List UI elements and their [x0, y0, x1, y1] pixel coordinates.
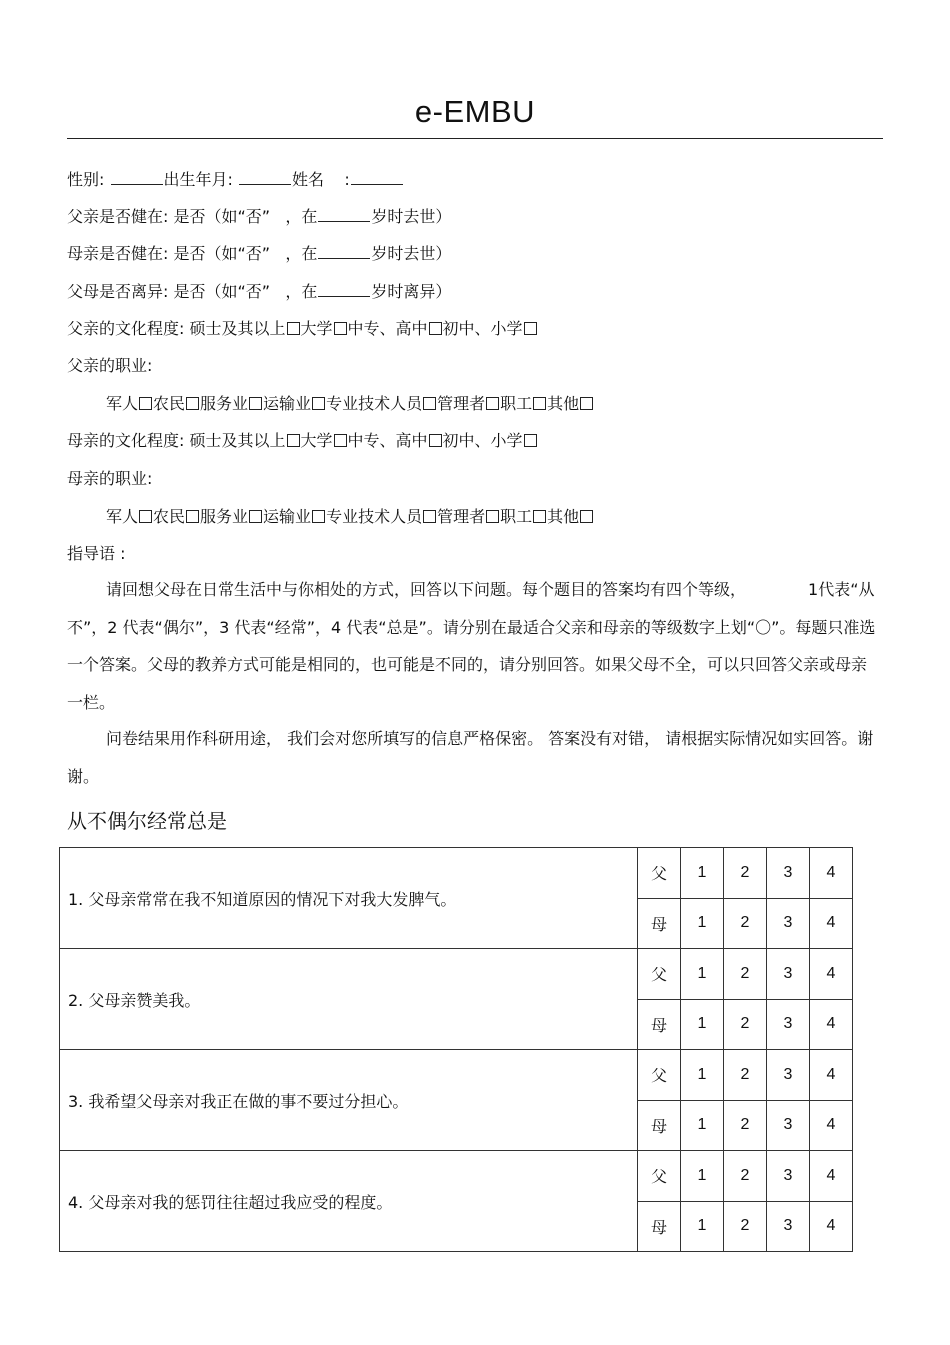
basic-info-line	[67, 169, 404, 191]
instructions-text-b: 1	[808, 580, 819, 599]
job-option: 军人	[106, 394, 139, 413]
instructions-text-a: 请回想父母在日常生活中与你相处的方式，回答以下问题。每个题目的答案均有四个等级，	[106, 580, 747, 599]
scale-option[interactable]: 3	[767, 1201, 810, 1252]
scale-option[interactable]: 3	[767, 898, 810, 949]
mother-alive-line	[67, 243, 451, 265]
job-option: 专业技术人员	[326, 394, 423, 413]
job-option: 运输业	[263, 394, 312, 413]
question-row	[60, 848, 853, 899]
scale-option[interactable]: 2	[724, 949, 767, 1000]
scale-header: 从不偶尔经常总是	[67, 809, 227, 833]
job-option: 服务业	[200, 394, 249, 413]
mother-alive-suffix: 岁时去世）	[371, 244, 452, 263]
checkbox[interactable]	[580, 397, 593, 410]
title-divider	[67, 138, 883, 139]
mother-age-blank[interactable]	[318, 244, 370, 259]
father-education-label: 父亲的文化程度:	[67, 319, 185, 338]
father-job-options	[106, 393, 594, 415]
name-colon: :	[344, 170, 350, 189]
scale-option[interactable]: 2	[724, 898, 767, 949]
checkbox[interactable]	[486, 397, 499, 410]
checkbox[interactable]	[423, 510, 436, 523]
father-job-label: 父亲的职业:	[67, 356, 153, 375]
checkbox[interactable]	[139, 397, 152, 410]
father-alive-at: ，在	[285, 207, 318, 226]
name-label: 姓名	[292, 170, 325, 189]
mother-education-label: 母亲的文化程度:	[67, 431, 185, 450]
privacy-paragraph: 问卷结果用作科研用途， 我们会对您所填写的信息严格保密。 答案没有对错， 请根据实际情况如实回答。谢谢。	[67, 729, 874, 786]
job-option: 运输业	[263, 507, 312, 526]
checkbox[interactable]	[524, 322, 537, 335]
birth-label: 出生年月:	[163, 170, 233, 189]
scale-option[interactable]: 3	[767, 999, 810, 1050]
checkbox[interactable]	[533, 397, 546, 410]
birth-blank[interactable]	[239, 170, 291, 185]
father-label: 父	[638, 848, 681, 899]
scale-option[interactable]: 4	[810, 848, 853, 899]
checkbox[interactable]	[429, 434, 442, 447]
job-option: 军人	[106, 507, 139, 526]
scale-option[interactable]: 4	[810, 999, 853, 1050]
scale-option[interactable]: 4	[810, 898, 853, 949]
gender-blank[interactable]	[111, 170, 163, 185]
checkbox[interactable]	[533, 510, 546, 523]
edu-option: 中专、高中	[347, 431, 428, 450]
scale-option[interactable]: 1	[681, 1100, 724, 1151]
question-text: 4. 父母亲对我的惩罚往往超过我应受的程度。	[60, 1151, 638, 1252]
edu-option: 硕士及其以上	[189, 319, 286, 338]
question-table	[59, 847, 853, 1252]
scale-option[interactable]: 1	[681, 1201, 724, 1252]
question-text: 3. 我希望父母亲对我正在做的事不要过分担心。	[60, 1050, 638, 1151]
divorce-age-blank[interactable]	[318, 282, 370, 297]
divorce-label: 父母是否离异:	[67, 282, 169, 301]
guide-label: 指导语 :	[67, 544, 126, 563]
checkbox[interactable]	[524, 434, 537, 447]
checkbox[interactable]	[287, 322, 300, 335]
scale-option[interactable]: 3	[767, 1100, 810, 1151]
scale-option[interactable]: 2	[724, 848, 767, 899]
job-option: 职工	[500, 507, 533, 526]
edu-option: 硕士及其以上	[189, 431, 286, 450]
mother-label: 母	[638, 1201, 681, 1252]
scale-option[interactable]: 3	[767, 1151, 810, 1202]
scale-option[interactable]: 1	[681, 999, 724, 1050]
instructions-text-c: 代表“从不”，2 代表“偶尔”，3 代表“经常”，4 代表“总是”。请分别在最适合父亲和母亲的等级数字上划“〇”。每题只准选一个答案。父母的教养方式可能是相同的，也可能是不同的，请分别回答。如果父母不全，可以只回答父亲或母亲一栏。	[67, 580, 876, 712]
checkbox[interactable]	[312, 510, 325, 523]
mother-label: 母	[638, 898, 681, 949]
scale-option[interactable]: 2	[724, 999, 767, 1050]
father-alive-label: 父亲是否健在:	[67, 207, 169, 226]
job-option: 管理者	[437, 507, 486, 526]
mother-alive-at: ，在	[285, 244, 318, 263]
father-label: 父	[638, 1151, 681, 1202]
scale-option[interactable]: 2	[724, 1151, 767, 1202]
edu-option: 初中、小学	[442, 319, 523, 338]
scale-option[interactable]: 2	[724, 1201, 767, 1252]
job-option: 专业技术人员	[326, 507, 423, 526]
checkbox[interactable]	[312, 397, 325, 410]
scale-option[interactable]: 1	[681, 1050, 724, 1101]
scale-option[interactable]: 1	[681, 949, 724, 1000]
job-option: 农民	[153, 507, 186, 526]
father-education-line	[67, 318, 538, 340]
edu-option: 大学	[300, 431, 333, 450]
scale-option[interactable]: 3	[767, 1050, 810, 1101]
edu-option: 初中、小学	[442, 431, 523, 450]
edu-option: 大学	[300, 319, 333, 338]
job-option: 农民	[153, 394, 186, 413]
scale-option[interactable]: 3	[767, 848, 810, 899]
mother-alive-label: 母亲是否健在:	[67, 244, 169, 263]
scale-option[interactable]: 4	[810, 1201, 853, 1252]
father-label: 父	[638, 949, 681, 1000]
father-label: 父	[638, 1050, 681, 1101]
scale-option[interactable]: 3	[767, 949, 810, 1000]
question-text: 1. 父母亲常常在我不知道原因的情况下对我大发脾气。	[60, 848, 638, 949]
scale-option[interactable]: 4	[810, 1100, 853, 1151]
scale-option[interactable]: 4	[810, 1050, 853, 1101]
scale-option[interactable]: 2	[724, 1050, 767, 1101]
checkbox[interactable]	[486, 510, 499, 523]
scale-option[interactable]: 1	[681, 898, 724, 949]
father-alive-choice[interactable]: 是否（如“否”	[173, 207, 271, 226]
page-title: e-EMBU	[414, 94, 536, 129]
scale-option[interactable]: 1	[681, 848, 724, 899]
mother-job-options	[106, 506, 594, 528]
mother-label: 母	[638, 999, 681, 1050]
checkbox[interactable]	[580, 510, 593, 523]
checkbox[interactable]	[287, 434, 300, 447]
scale-option[interactable]: 1	[681, 1151, 724, 1202]
edu-option: 中专、高中	[347, 319, 428, 338]
checkbox[interactable]	[334, 322, 347, 335]
checkbox[interactable]	[139, 510, 152, 523]
checkbox[interactable]	[186, 510, 199, 523]
checkbox[interactable]	[249, 397, 262, 410]
name-blank[interactable]	[351, 170, 403, 185]
job-option: 其他	[547, 394, 580, 413]
divorce-at: ，在	[285, 282, 318, 301]
question-row	[60, 1151, 853, 1202]
job-option: 管理者	[437, 394, 486, 413]
mother-education-line	[67, 430, 538, 452]
checkbox[interactable]	[429, 322, 442, 335]
father-alive-suffix: 岁时去世）	[371, 207, 452, 226]
father-alive-line	[67, 206, 451, 228]
gender-label: 性别:	[67, 170, 105, 189]
question-text: 2. 父母亲赞美我。	[60, 949, 638, 1050]
question-row	[60, 1050, 853, 1101]
checkbox[interactable]	[334, 434, 347, 447]
divorce-line	[67, 281, 451, 303]
checkbox[interactable]	[249, 510, 262, 523]
job-option: 职工	[500, 394, 533, 413]
instructions-paragraph	[67, 571, 879, 721]
question-row	[60, 949, 853, 1000]
job-option: 服务业	[200, 507, 249, 526]
checkbox[interactable]	[423, 397, 436, 410]
job-option: 其他	[547, 507, 580, 526]
divorce-suffix: 岁时离异）	[371, 282, 452, 301]
mother-label: 母	[638, 1100, 681, 1151]
checkbox[interactable]	[186, 397, 199, 410]
scale-option[interactable]: 2	[724, 1100, 767, 1151]
mother-alive-choice[interactable]: 是否（如“否”	[173, 244, 271, 263]
mother-job-label: 母亲的职业:	[67, 469, 153, 488]
divorce-choice[interactable]: 是否（如“否”	[173, 282, 271, 301]
father-age-blank[interactable]	[318, 207, 370, 222]
scale-option[interactable]: 4	[810, 1151, 853, 1202]
scale-option[interactable]: 4	[810, 949, 853, 1000]
